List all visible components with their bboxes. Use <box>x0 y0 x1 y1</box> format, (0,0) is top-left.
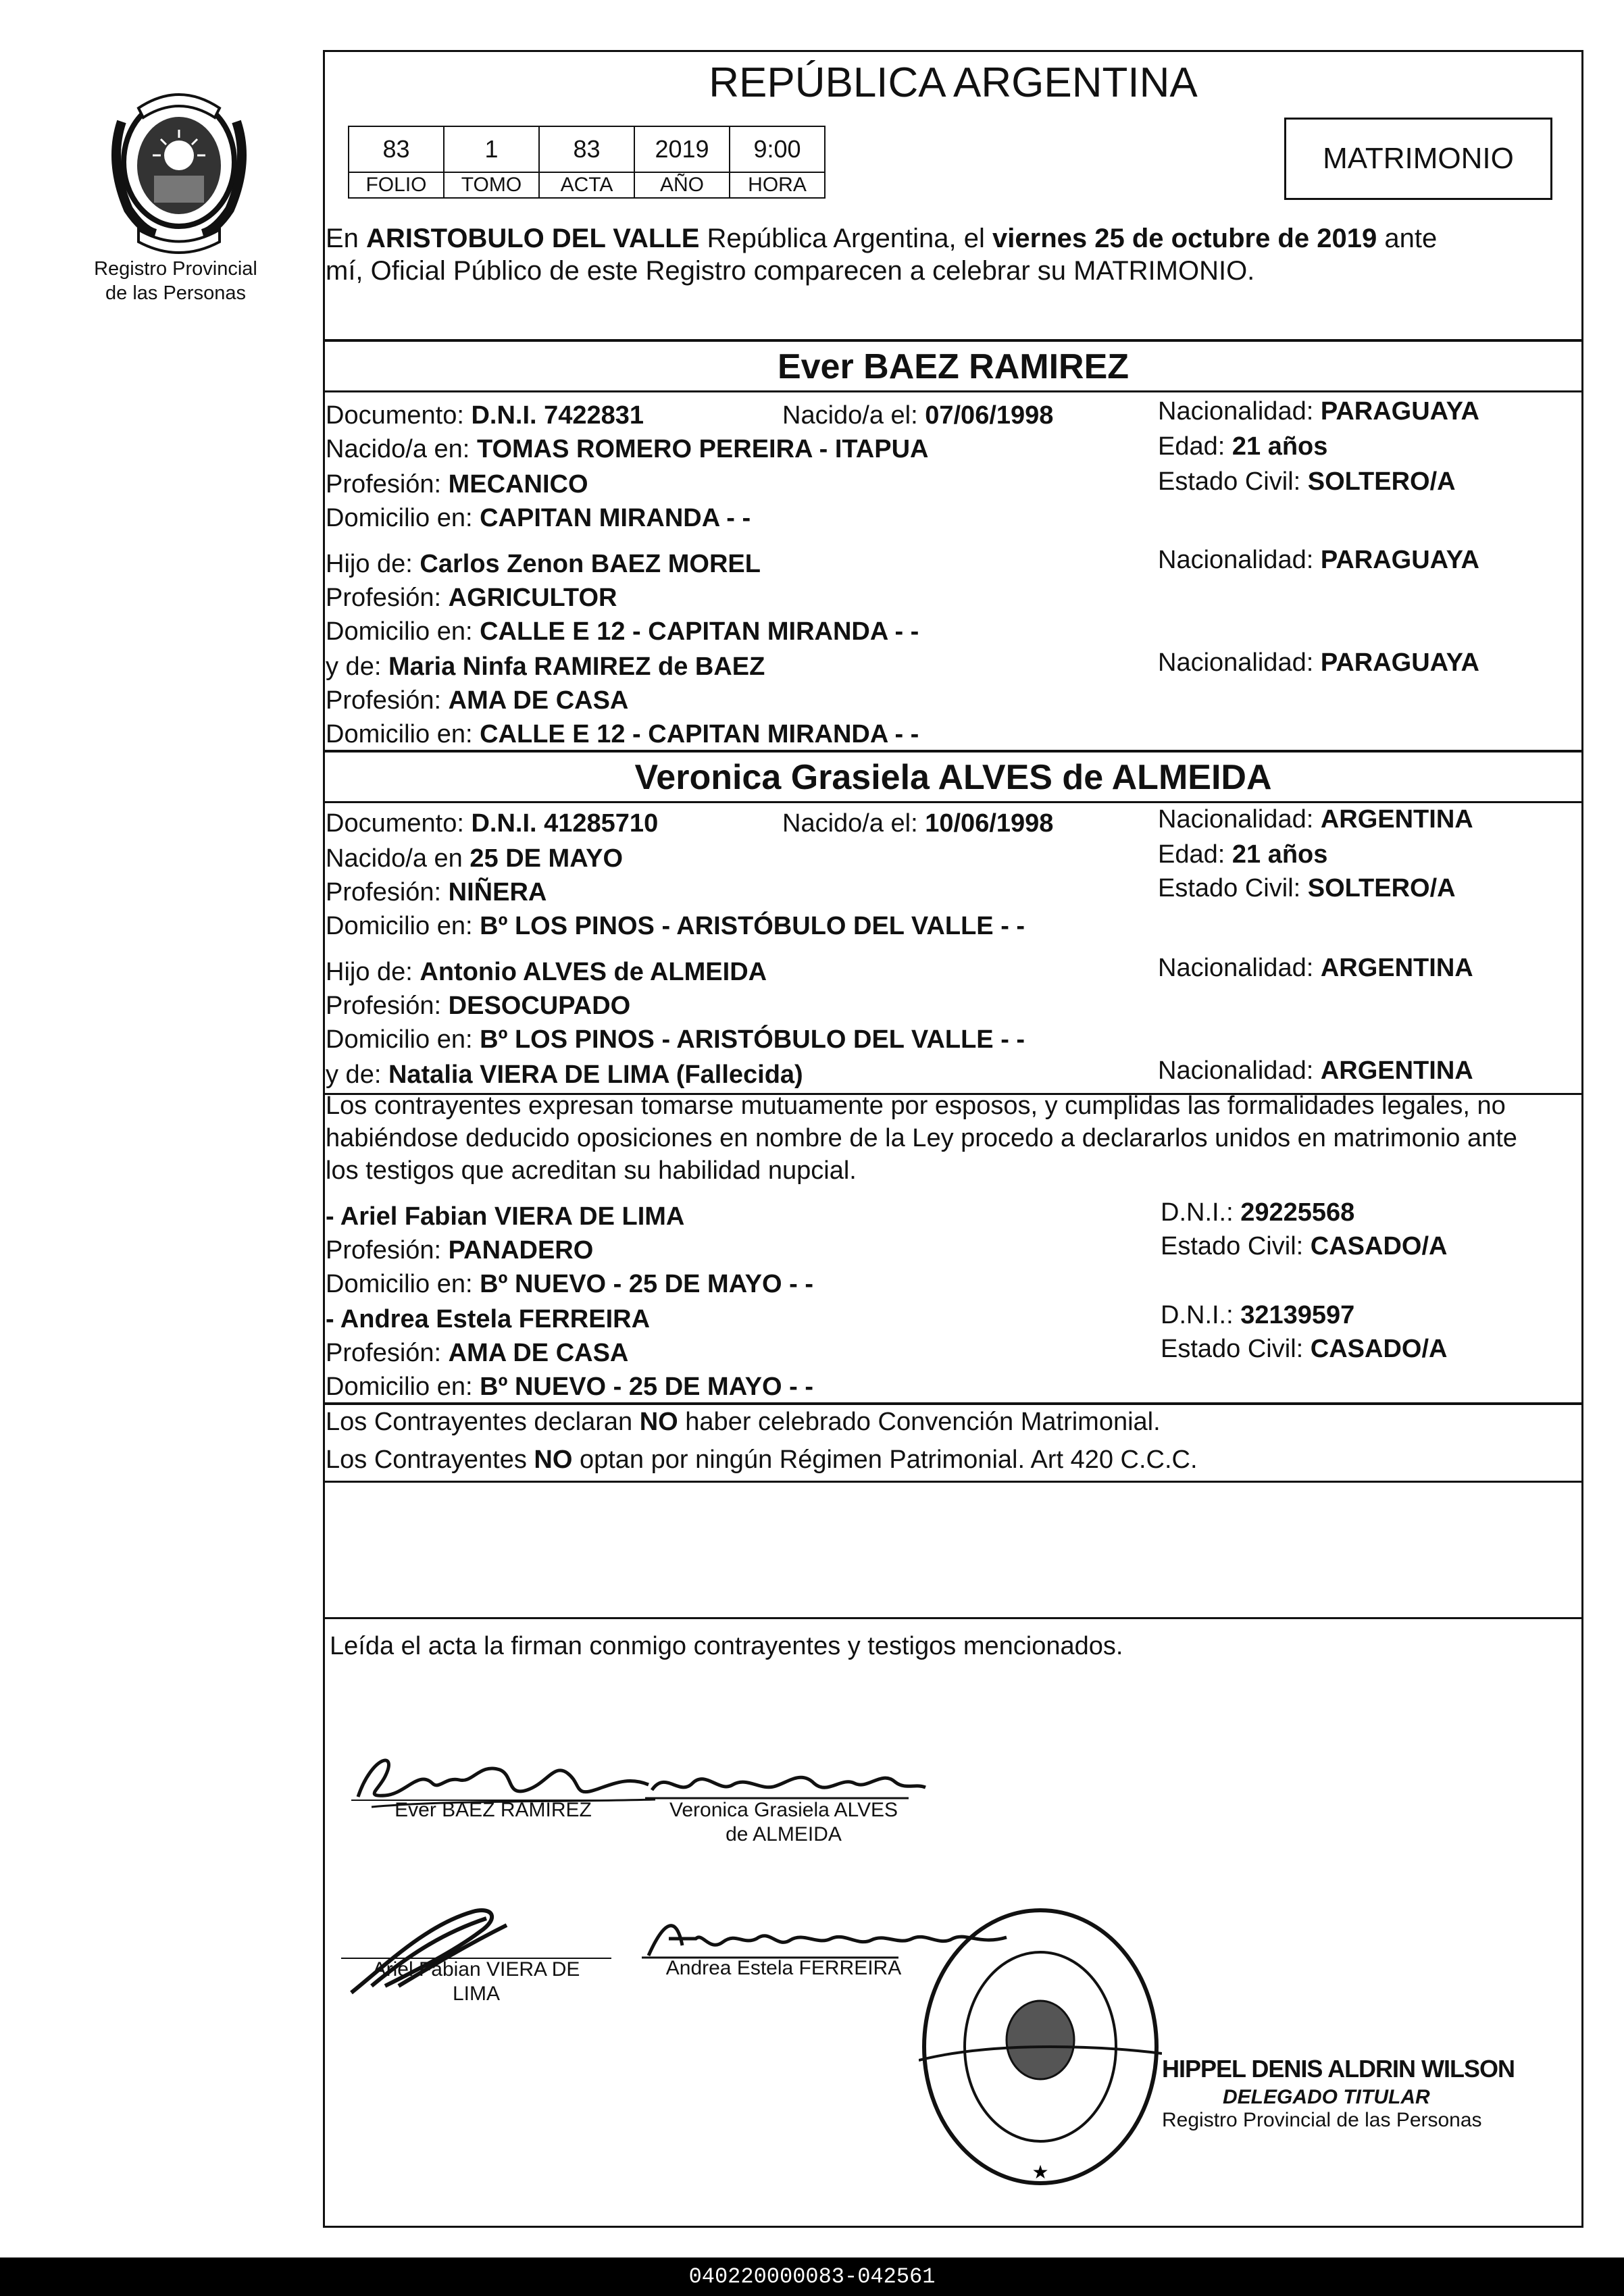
tomo-label: TOMO <box>444 172 539 198</box>
divider <box>323 801 1583 803</box>
spouse1-name: Ever BAEZ RAMIREZ <box>777 347 1130 386</box>
spouse2-father-nationality: Nacionalidad: ARGENTINA <box>1158 954 1473 982</box>
registrar-office: Registro Provincial de las Personas <box>1162 2109 1482 2131</box>
spouse2-mother-nationality: Nacionalidad: ARGENTINA <box>1158 1056 1473 1085</box>
convention-line-2: Los Contrayentes NO optan por ningún Régimen Patrimonial. Art 420 C.C.C. <box>326 1446 1198 1474</box>
witness2-dni: D.N.I.: 32139597 <box>1161 1301 1355 1329</box>
svg-text:★: ★ <box>1032 2161 1049 2183</box>
spouse2-nationality: Nacionalidad: ARGENTINA <box>1158 805 1473 834</box>
spouse2-civil-status: Estado Civil: SOLTERO/A <box>1158 874 1456 902</box>
spouse1-document: Documento: D.N.I. 7422831 <box>326 401 644 430</box>
witness1-profession: Profesión: PANADERO <box>326 1236 594 1265</box>
witness2-civil-status: Estado Civil: CASADO/A <box>1161 1335 1448 1363</box>
intro-line-2: mí, Oficial Público de este Registro comparecen a celebrar su MATRIMONIO. <box>326 256 1255 286</box>
province-emblem-logo <box>101 81 257 257</box>
spouse1-father-profession: Profesión: AGRICULTOR <box>326 584 617 612</box>
spouse2-mother: y de: Natalia VIERA DE LIMA (Fallecida) <box>326 1061 803 1089</box>
spouse1-age: Edad: 21 años <box>1158 432 1328 461</box>
closing-statement: Leída el acta la firman conmigo contrayentes y testigos mencionados. <box>330 1632 1123 1660</box>
spouse2-address: Domicilio en: Bº LOS PINOS - ARISTÓBULO DEL VALLE - - <box>326 912 1025 940</box>
spouse2-birthdate: Nacido/a el: 10/06/1998 <box>782 809 1054 838</box>
divider <box>323 750 1583 752</box>
document-title: REPÚBLICA ARGENTINA <box>709 59 1198 106</box>
intro-line-1: En ARISTOBULO DEL VALLE República Argentina, el viernes 25 de octubre de 2019 ante <box>326 224 1438 253</box>
spouse1-birthplace: Nacido/a en: TOMAS ROMERO PEREIRA - ITAPUA <box>326 435 929 463</box>
witness1-civil-status: Estado Civil: CASADO/A <box>1161 1232 1448 1260</box>
convention-line-1: Los Contrayentes declaran NO haber celebrado Convención Matrimonial. <box>326 1408 1161 1436</box>
anio-label: AÑO <box>634 172 730 198</box>
witness2-address: Domicilio en: Bº NUEVO - 25 DE MAYO - - <box>326 1373 813 1401</box>
spouse1-father: Hijo de: Carlos Zenon BAEZ MOREL <box>326 550 761 578</box>
spouse1-address: Domicilio en: CAPITAN MIRANDA - - <box>326 504 751 532</box>
spouse2-father: Hijo de: Antonio ALVES de ALMEIDA <box>326 958 767 986</box>
acta-value: 83 <box>539 126 634 172</box>
divider <box>323 1617 1583 1619</box>
tomo-value: 1 <box>444 126 539 172</box>
witness1-dni: D.N.I.: 29225568 <box>1161 1198 1355 1227</box>
anio-value: 2019 <box>634 126 730 172</box>
folio-label: FOLIO <box>349 172 444 198</box>
spouse2-birthplace: Nacido/a en 25 DE MAYO <box>326 844 624 873</box>
spouse1-mother-profession: Profesión: AMA DE CASA <box>326 686 629 715</box>
witness1-address: Domicilio en: Bº NUEVO - 25 DE MAYO - - <box>326 1270 813 1298</box>
spouse2-father-address: Domicilio en: Bº LOS PINOS - ARISTÓBULO DEL VALLE - - <box>326 1025 1025 1054</box>
registrar-name: HIPPEL DENIS ALDRIN WILSON <box>1162 2055 1515 2083</box>
spouse1-nationality: Nacionalidad: PARAGUAYA <box>1158 397 1479 426</box>
divider <box>323 1402 1583 1405</box>
act-type-box: MATRIMONIO <box>1284 118 1552 200</box>
spouse1-father-nationality: Nacionalidad: PARAGUAYA <box>1158 546 1479 574</box>
spouse2-signature-label: Veronica Grasiela ALVES <box>669 1799 898 1821</box>
witness2-profession: Profesión: AMA DE CASA <box>326 1339 629 1367</box>
registry-seal-stamp <box>919 1905 1162 2189</box>
witness1-name: - Ariel Fabian VIERA DE LIMA <box>326 1202 685 1231</box>
witness2-signature-label: Andrea Estela FERREIRA <box>665 1957 902 1979</box>
record-reference-table <box>348 126 826 199</box>
declaration-line: Los contrayentes expresan tomarse mutuamente por esposos, y cumplidas las formalidades legales, no <box>326 1092 1506 1120</box>
document-barcode-id: 040220000083-042561 <box>0 2257 1624 2296</box>
folio-value: 83 <box>349 126 444 172</box>
logo-caption: Registro Provincial <box>94 258 257 280</box>
witness1-signature-label: Ariel Fabian VIERA DE <box>372 1958 580 1981</box>
spouse1-mother: y de: Maria Ninfa RAMIREZ de BAEZ <box>326 653 765 681</box>
registrar-title: DELEGADO TITULAR <box>1223 2086 1430 2108</box>
spouse2-father-profession: Profesión: DESOCUPADO <box>326 992 631 1020</box>
declaration-line: los testigos que acreditan su habilidad nupcial. <box>326 1156 857 1185</box>
witness2-name: - Andrea Estela FERREIRA <box>326 1305 651 1333</box>
hora-value: 9:00 <box>730 126 825 172</box>
logo-caption: de las Personas <box>105 282 246 304</box>
spouse1-signature-label: Ever BAEZ RAMIREZ <box>395 1799 592 1821</box>
divider <box>323 1481 1583 1483</box>
spouse1-profession: Profesión: MECANICO <box>326 470 588 499</box>
spouse2-signature-label: de ALMEIDA <box>726 1823 842 1845</box>
spouse2-age: Edad: 21 años <box>1158 840 1328 869</box>
spouse1-mother-nationality: Nacionalidad: PARAGUAYA <box>1158 648 1479 677</box>
spouse1-birthdate: Nacido/a el: 07/06/1998 <box>782 401 1054 430</box>
spouse2-document: Documento: D.N.I. 41285710 <box>326 809 659 838</box>
divider <box>323 390 1583 392</box>
spouse1-mother-address: Domicilio en: CALLE E 12 - CAPITAN MIRANDA - - <box>326 720 919 748</box>
witness1-signature-label: LIMA <box>452 1983 501 2005</box>
acta-label: ACTA <box>539 172 634 198</box>
spouse2-profession: Profesión: NIÑERA <box>326 878 547 907</box>
spouse1-civil-status: Estado Civil: SOLTERO/A <box>1158 467 1456 496</box>
hora-label: HORA <box>730 172 825 198</box>
divider <box>323 339 1583 342</box>
spouse2-name: Veronica Grasiela ALVES de ALMEIDA <box>634 758 1272 797</box>
declaration-line: habiéndose deducido oposiciones en nombre de la Ley procedo a declararlos unidos en matrimonio ante <box>326 1124 1517 1152</box>
spouse1-father-address: Domicilio en: CALLE E 12 - CAPITAN MIRANDA - - <box>326 617 919 646</box>
